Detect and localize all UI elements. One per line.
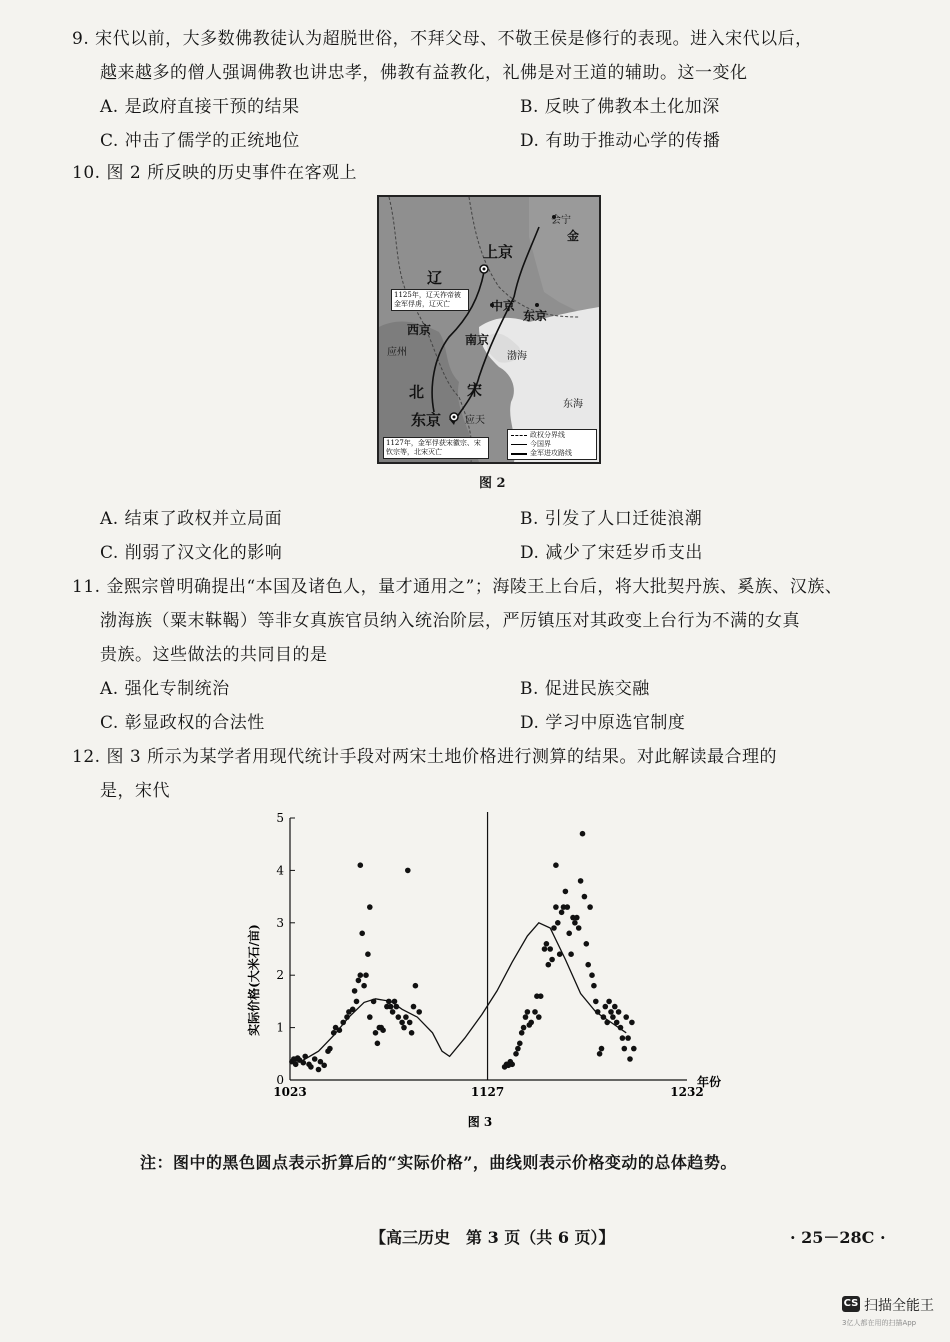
question-9 <box>72 22 892 158</box>
legend-label-boundary: 政权分界线 <box>530 431 565 439</box>
chart-point <box>388 1004 394 1010</box>
q10-option-c[interactable]: C. 削弱了汉文化的影响 <box>100 543 283 563</box>
chart-point <box>528 1020 534 1026</box>
chart-point <box>405 868 411 874</box>
chart-point <box>337 1027 343 1033</box>
legend-item-boundary <box>511 431 593 440</box>
q11-option-d[interactable]: D. 学习中原选官制度 <box>520 713 686 733</box>
map-label-liao: 辽 <box>427 269 443 287</box>
chart-point <box>352 988 358 994</box>
chart-point <box>599 1046 605 1052</box>
chart-point <box>589 972 595 978</box>
chart-y-axis-label: 实际价格(大米石/亩) <box>247 924 261 1036</box>
chart-point <box>513 1051 519 1057</box>
map-label-bohai: 渤海 <box>507 351 527 362</box>
chart-point <box>321 1063 327 1069</box>
q12-stem-line2: 是，宋代 <box>100 781 170 801</box>
chart-point <box>411 1004 417 1010</box>
map-label-jin: 金 <box>567 229 580 243</box>
chart-trend-group <box>290 923 626 1062</box>
figure-3-note: 注：图中的黑色圆点表示折算后的“实际价格”，曲线则表示价格变动的总体趋势。 <box>140 1153 737 1172</box>
chart-point <box>593 999 599 1005</box>
chart-point <box>551 925 557 931</box>
map-label-yingtian: 应天 <box>465 415 485 426</box>
chart-points-group <box>289 831 636 1072</box>
camscanner-subtitle: 3亿人都在用的扫描App <box>842 1319 917 1327</box>
map-label-shangjing: 上京 <box>483 243 514 261</box>
q11-option-c[interactable]: C. 彰显政权的合法性 <box>100 713 265 733</box>
q10-option-d[interactable]: D. 减少了宋廷岁币支出 <box>520 543 703 563</box>
chart-point <box>525 1009 531 1015</box>
chart-point <box>606 999 612 1005</box>
map-label-nanjing: 南京 <box>465 333 490 347</box>
chart-point <box>401 1025 407 1031</box>
q9-stem-line2: 越来越多的僧人强调佛教也讲忠孝，佛教有益教化，礼佛是对王道的辅助。这一变化 <box>100 63 748 83</box>
chart-point <box>344 1014 350 1020</box>
q11-stem-line2: 渤海族（粟末靺鞨）等非女真族官员纳入统治阶层，严厉镇压对其政变上台行为不满的女真 <box>100 611 800 631</box>
chart-point <box>542 946 548 952</box>
chart-point <box>380 1027 386 1033</box>
chart-point <box>407 1020 413 1026</box>
chart-point <box>515 1046 521 1052</box>
chart-point <box>576 925 582 931</box>
chart-x-axis-label: 年份 <box>697 1075 722 1089</box>
chart-point <box>544 941 550 947</box>
chart-point <box>625 1035 631 1041</box>
chart-point <box>519 1030 525 1036</box>
chart-caption: 图 3 <box>467 1115 493 1129</box>
chart-point <box>536 1014 542 1020</box>
chart-y-tick-label: 2 <box>276 968 284 983</box>
q10-options-block <box>72 502 892 570</box>
q9-option-c[interactable]: C. 冲击了儒学的正统地位 <box>100 131 300 151</box>
q10-stem: 10. 图 2 所反映的历史事件在客观上 <box>72 163 358 183</box>
chart-point <box>566 931 572 937</box>
camscanner-logo: CS <box>842 1296 860 1312</box>
chart-point <box>578 878 584 884</box>
chart-point <box>597 1051 603 1057</box>
chart-point <box>367 1014 373 1020</box>
chart-point <box>373 1030 379 1036</box>
chart-x-tick-label: 1127 <box>470 1085 505 1099</box>
chart-point <box>358 862 364 868</box>
map-label-yingzhou: 应州 <box>387 347 407 358</box>
chart-point <box>555 920 561 926</box>
chart-y-tick-label: 5 <box>276 811 284 825</box>
chart-point <box>350 1007 356 1013</box>
chart-point <box>354 999 360 1005</box>
chart-point <box>367 904 373 910</box>
chart-point <box>604 1020 610 1026</box>
q11-option-b[interactable]: B. 促进民族交融 <box>520 679 650 699</box>
map-note-1127: 1127年，金军俘获宋徽宗、宋钦宗等，北宋灭亡 <box>383 437 489 459</box>
chart-point <box>386 999 392 1005</box>
chart-x-tick-label: 1232 <box>670 1085 704 1099</box>
q10-options <box>72 502 892 570</box>
chart-point <box>416 1009 422 1015</box>
chart-point <box>629 1020 635 1026</box>
chart-point <box>361 983 367 989</box>
chart-point <box>340 1020 346 1026</box>
figure-2-caption: 图 2 <box>479 476 506 491</box>
chart-point <box>582 894 588 900</box>
chart-point <box>359 931 365 937</box>
question-11 <box>72 570 892 740</box>
chart-point <box>553 904 559 910</box>
map-label-dongjing-north: 东京 <box>523 309 548 323</box>
chart-point <box>563 889 569 895</box>
chart-point <box>308 1064 314 1070</box>
chart-point <box>572 920 578 926</box>
chart-point <box>622 1046 628 1052</box>
chart-point <box>331 1030 337 1036</box>
chart-point <box>631 1046 637 1052</box>
map-note-1125: 1125年，辽天祚帝被金军俘虏，辽灭亡 <box>391 289 469 311</box>
chart-point <box>371 999 377 1005</box>
chart-point <box>409 1030 415 1036</box>
q9-stem-line1: 9. 宋代以前，大多数佛教徒认为超脱世俗，不拜父母、不敬王侯是修行的表现。进入宋代以后， <box>72 29 813 49</box>
q11-option-a[interactable]: A. 强化专制统治 <box>100 679 230 699</box>
chart-point <box>591 983 597 989</box>
chart-point <box>547 946 553 952</box>
land-price-chart <box>232 800 732 1140</box>
chart-point <box>327 1046 333 1052</box>
chart-point <box>557 951 563 957</box>
chart-point <box>523 1014 529 1020</box>
chart-y-tick-label: 0 <box>276 1073 284 1087</box>
map-label-bei: 北 <box>409 383 425 401</box>
chart-point <box>627 1056 633 1062</box>
chart-point <box>403 1014 409 1020</box>
chart-point <box>603 1004 609 1010</box>
chart-point <box>413 983 419 989</box>
chart-point <box>293 1062 299 1068</box>
chart-point <box>584 941 590 947</box>
chart-point <box>616 1009 622 1015</box>
chart-point <box>608 1009 614 1015</box>
chart-point <box>316 1067 322 1073</box>
map-legend <box>507 429 597 460</box>
q9-options <box>72 90 892 158</box>
chart-point <box>565 904 571 910</box>
chart-point <box>517 1041 523 1047</box>
chart-point <box>559 910 565 916</box>
map-label-dongjing-south: 东京 <box>411 411 442 429</box>
chart-point <box>358 972 364 978</box>
map-figure-2 <box>377 195 601 464</box>
chart-point <box>580 831 586 837</box>
chart-point <box>365 951 371 957</box>
footer-page-title: 【高三历史 第 3 页（共 6 页）】 <box>370 1228 615 1247</box>
q11-options <box>72 672 892 740</box>
chart-point <box>356 978 362 984</box>
chart-y-tick-label: 4 <box>276 863 284 878</box>
chart-axes <box>273 811 703 1099</box>
question-12 <box>72 740 892 808</box>
chart-point <box>301 1060 307 1066</box>
chart-point <box>538 993 544 999</box>
chart-trend-line <box>290 923 626 1062</box>
q10-option-b[interactable]: B. 引发了人口迁徙浪潮 <box>520 509 703 529</box>
chart-point <box>574 915 580 921</box>
chart-point <box>614 1020 620 1026</box>
chart-point <box>568 951 574 957</box>
chart-y-tick-label: 1 <box>276 1020 284 1035</box>
chart-point <box>620 1035 626 1041</box>
question-10 <box>72 156 892 190</box>
chart-point <box>585 962 591 968</box>
q9-option-a[interactable]: A. 是政府直接干预的结果 <box>100 97 300 117</box>
legend-item-border <box>511 440 593 449</box>
chart-x-tick-label: 1023 <box>273 1085 307 1099</box>
q9-option-d[interactable]: D. 有助于推动心学的传播 <box>520 131 721 151</box>
chart-point <box>601 1014 607 1020</box>
map-label-huining: 会宁 <box>551 215 571 226</box>
chart-point <box>509 1062 515 1068</box>
chart-point <box>618 1025 624 1031</box>
map-label-xijing: 西京 <box>407 323 432 337</box>
chart-point <box>553 862 559 868</box>
chart-point <box>392 999 398 1005</box>
map-label-zhongjing: 中京 <box>491 299 516 313</box>
chart-point <box>521 1025 527 1031</box>
chart-point <box>623 1014 629 1020</box>
chart-point <box>546 962 552 968</box>
chart-point <box>302 1054 308 1060</box>
chart-point <box>363 972 369 978</box>
camscanner-name: 扫描全能王 <box>864 1298 934 1314</box>
chart-point <box>399 1020 405 1026</box>
map-label-donghai: 东海 <box>563 399 583 410</box>
legend-item-route <box>511 449 593 458</box>
chart-point <box>612 1004 618 1010</box>
chart-point <box>375 1041 381 1047</box>
q10-option-a[interactable]: A. 结束了政权并立局面 <box>100 509 283 529</box>
map-label-song: 宋 <box>467 381 483 399</box>
q11-stem-line3: 贵族。这些做法的共同目的是 <box>100 645 328 665</box>
legend-label-border: 今国界 <box>530 440 551 448</box>
q12-stem-line1: 12. 图 3 所示为某学者用现代统计手段对两宋土地价格进行测算的结果。对此解读最合理的 <box>72 747 778 767</box>
chart-point <box>532 1009 538 1015</box>
legend-label-route: 金军进攻路线 <box>530 449 572 457</box>
chart-point <box>394 1004 400 1010</box>
footer-code: · 25－28C · <box>790 1228 886 1247</box>
chart-point <box>396 1014 402 1020</box>
chart-y-tick-label: 3 <box>276 915 284 930</box>
q9-option-b[interactable]: B. 反映了佛教本土化加深 <box>520 97 720 117</box>
chart-point <box>549 957 555 963</box>
chart-point <box>587 904 593 910</box>
chart-point <box>312 1056 318 1062</box>
chart-point <box>390 1009 396 1015</box>
chart-point <box>610 1014 616 1020</box>
q11-stem-line1: 11. 金熙宗曾明确提出“本国及诸色人，量才通用之”；海陵王上台后，将大批契丹族、奚族、汉族、 <box>72 577 843 597</box>
chart-point <box>595 1009 601 1015</box>
